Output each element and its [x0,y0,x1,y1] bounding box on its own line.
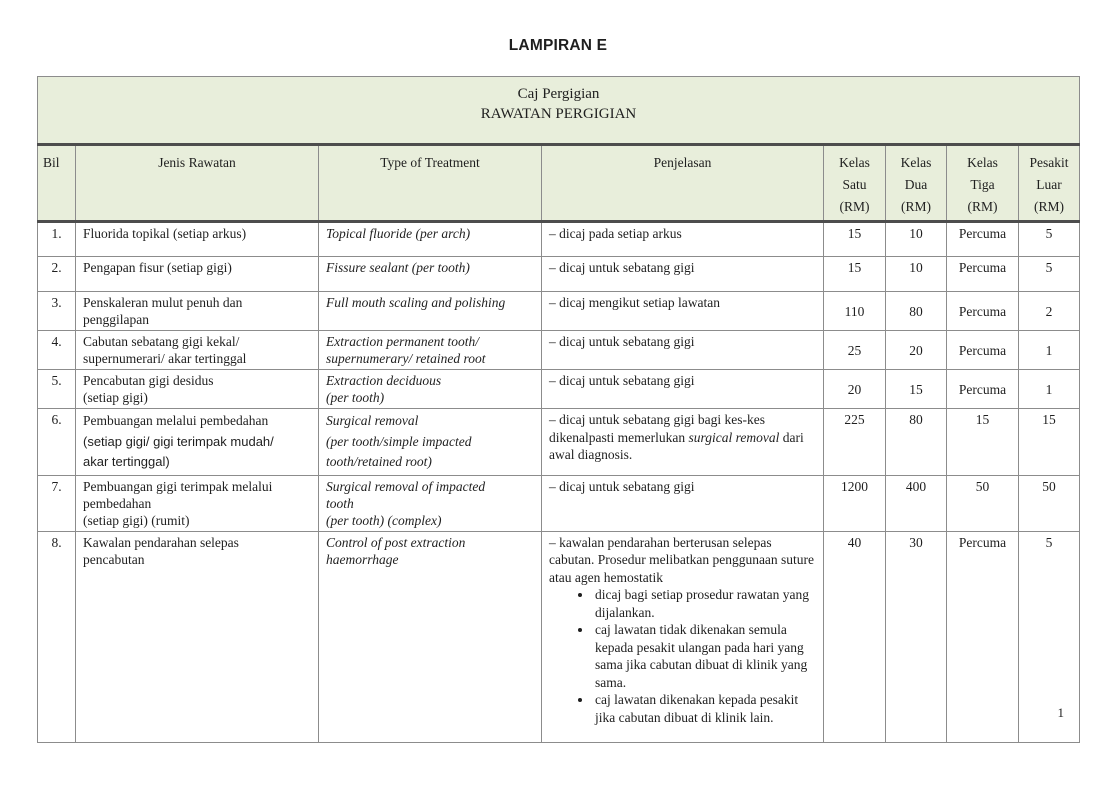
text-run: – dicaj untuk sebatang gigi [549,334,695,349]
column-header-label: (RM) [901,199,931,214]
fee-kelas-dua: 30 [886,531,947,742]
jenis-rawatan-cell [76,292,319,331]
page-title: LAMPIRAN E [508,37,608,54]
text-run: – dicaj mengikut setiap lawatan [549,295,720,310]
cell-text-line: Topical fluoride (per arch) [326,226,471,241]
row-number: 4. [38,331,76,370]
column-header-label: Luar [1036,177,1062,192]
fee-kelas-satu: 110 [824,292,886,331]
penjelasan-cell [542,409,824,476]
table-title-cell [38,77,1080,145]
type-of-treatment-cell [319,331,542,370]
cell-text-line: Surgical removal of impacted [326,478,486,494]
column-header-label: Kelas [967,155,998,170]
type-of-treatment-cell [319,222,542,257]
jenis-rawatan-cell [76,475,319,531]
fee-kelas-satu: 15 [824,222,886,257]
column-header-kelas-tiga [947,145,1019,222]
penjelasan-text [549,333,816,351]
row-number: 3. [38,292,76,331]
cell-text-line: pencabutan [83,551,145,567]
row-number: 5. [38,370,76,409]
treatment-row [38,222,1080,257]
column-header-label: Jenis Rawatan [158,155,236,170]
penjelasan-cell [542,370,824,409]
column-header-row [38,145,1080,222]
row-number: 6. [38,409,76,476]
cell-text-line: (setiap gigi) (rumit) [83,512,190,528]
fee-pesakit-luar: 1 [1019,370,1080,409]
cell-text-line: pembedahan [83,495,152,511]
cell-text-line: (setiap gigi/ gigi terimpak mudah/ [83,433,274,449]
cell-text-line: Surgical removal [326,413,419,428]
column-header-label: Dua [904,177,928,192]
fee-kelas-dua: 20 [886,331,947,370]
fee-pesakit-luar: 5 [1019,222,1080,257]
jenis-rawatan-cell [76,409,319,476]
treatment-row [38,531,1080,742]
cell-text-line: Pencabutan gigi desidus [83,373,214,388]
cell-text-line: Fluorida topikal (setiap arkus) [83,226,247,241]
cell-text-line: penggilapan [83,312,149,327]
type-of-treatment-cell [319,370,542,409]
fee-kelas-tiga: 15 [947,409,1019,476]
cell-text-line: Cabutan sebatang gigi kekal/ [83,334,240,349]
cell-text-line: tooth [326,495,354,511]
penjelasan-text [549,259,816,277]
dental-fees-table [37,76,1080,743]
column-header-label: Satu [842,177,867,192]
column-header-bil [38,145,76,222]
column-header-label: (RM) [1034,199,1064,214]
text-run: – dicaj untuk sebatang gigi [549,260,695,275]
column-header-jenis-rawatan [76,145,319,222]
penjelasan-cell [542,257,824,292]
cell-text-line: Pengapan fisur (setiap gigi) [83,260,232,275]
penjelasan-cell [542,222,824,257]
jenis-rawatan-cell [76,222,319,257]
fee-kelas-dua: 10 [886,222,947,257]
column-header-label: Pesakit [1029,155,1069,170]
fee-kelas-satu: 1200 [824,475,886,531]
fee-pesakit-luar: 5 [1019,531,1080,742]
fee-pesakit-luar: 2 [1019,292,1080,331]
row-number: 2. [38,257,76,292]
text-run: – kawalan pendarahan berterusan selepas cabutan. Prosedur melibatkan penggunaan suture atau agen hemostatik [549,534,815,585]
fee-pesakit-luar: 50 [1019,475,1080,531]
column-header-label: Kelas [900,155,932,170]
fee-pesakit-luar: 5 [1019,257,1080,292]
jenis-rawatan-cell [76,370,319,409]
penjelasan-text [549,372,816,390]
fee-kelas-satu: 40 [824,531,886,742]
column-header-penjelasan [542,145,824,222]
penjelasan-cell [542,292,824,331]
treatment-row [38,331,1080,370]
text-run: – dicaj untuk sebatang gigi bagi kes-kes dikenalpasti memerlukan [549,412,765,445]
treatment-row [38,409,1080,476]
table-title-line1: Caj Pergigian [517,86,600,102]
penjelasan-text [549,294,816,312]
penjelasan-cell [542,531,824,742]
cell-text-line: Pembuangan gigi terimpak melalui [83,478,273,494]
cell-text-line: (per tooth) (complex) [326,512,442,528]
table-title-row [38,77,1080,145]
column-header-label: Penjelasan [653,155,712,170]
fee-kelas-tiga: Percuma [947,331,1019,370]
column-header-label: Tiga [970,177,995,192]
text-run: – dicaj untuk sebatang gigi [549,478,695,494]
column-header-label: Bil [43,155,60,170]
row-number: 1. [38,222,76,257]
cell-text-line: (per tooth) [326,390,385,405]
fee-kelas-dua: 80 [886,292,947,331]
column-header-label: (RM) [839,199,870,214]
page-number: 1 [1057,705,1064,720]
cell-text-line: (per tooth/simple impacted [326,433,472,449]
type-of-treatment-cell [319,475,542,531]
text-run: – dicaj pada setiap arkus [549,226,682,241]
column-header-kelas-dua [886,145,947,222]
column-header-label: Kelas [839,155,870,170]
row-number: 8. [38,531,76,742]
fee-pesakit-luar: 15 [1019,409,1080,476]
cell-text-line: Fissure sealant (per tooth) [326,260,470,275]
cell-text-line: Penskaleran mulut penuh dan [83,295,243,310]
penjelasan-text [549,411,816,464]
penjelasan-cell [542,331,824,370]
fee-kelas-dua: 10 [886,257,947,292]
jenis-rawatan-cell [76,257,319,292]
column-header-label: (RM) [967,199,998,214]
cell-text-line: Pembuangan melalui pembedahan [83,413,269,428]
fee-kelas-tiga: Percuma [947,531,1019,742]
cell-text-line: Full mouth scaling and polishing [326,295,506,310]
column-header-type-of-treatment [319,145,542,222]
cell-text-line: Extraction permanent tooth/ [326,334,479,349]
cell-text-line: Extraction deciduous [326,373,442,388]
fee-pesakit-luar: 1 [1019,331,1080,370]
cell-text-line: (setiap gigi) [83,390,148,405]
fee-kelas-satu: 20 [824,370,886,409]
type-of-treatment-cell [319,531,542,742]
fee-kelas-satu: 15 [824,257,886,292]
cell-text-line: Control of post extraction [326,534,466,550]
cell-text-line: tooth/retained root) [326,454,432,469]
cell-text-line: Kawalan pendarahan selepas [83,534,239,550]
treatment-row [38,292,1080,331]
fee-kelas-dua: 400 [886,475,947,531]
text-run: dari awal diagnosis. [549,429,804,462]
penjelasan-bullet-list [549,586,816,726]
penjelasan-bullet-item: • dicaj bagi setiap prosedur rawatan yang dijalankan. [593,586,816,621]
treatment-row [38,257,1080,292]
fee-kelas-tiga: Percuma [947,257,1019,292]
table-title-line2: RAWATAN PERGIGIAN [480,106,637,122]
fee-kelas-tiga: Percuma [947,370,1019,409]
treatment-row [38,475,1080,531]
column-header-label: Type of Treatment [380,155,480,170]
penjelasan-text [549,534,816,587]
cell-text-line: supernumerari/ akar tertinggal [83,351,247,366]
penjelasan-cell [542,475,824,531]
fee-kelas-tiga: 50 [947,475,1019,531]
type-of-treatment-cell [319,292,542,331]
fee-kelas-dua: 15 [886,370,947,409]
jenis-rawatan-cell [76,331,319,370]
penjelasan-bullet-item: • caj lawatan tidak dikenakan semula kepada pesakit ulangan pada hari yang sama jika cabutan dibuat di klinik yang sama. [593,621,816,691]
column-header-kelas-satu [824,145,886,222]
text-run: – dicaj untuk sebatang gigi [549,373,695,388]
fee-kelas-dua: 80 [886,409,947,476]
jenis-rawatan-cell [76,531,319,742]
italic-text-run: surgical removal [688,429,780,445]
fee-kelas-tiga: Percuma [947,292,1019,331]
type-of-treatment-cell [319,257,542,292]
fee-kelas-satu: 25 [824,331,886,370]
cell-text-line: haemorrhage [326,551,399,567]
row-number: 7. [38,475,76,531]
fee-kelas-tiga: Percuma [947,222,1019,257]
column-header-pesakit-luar [1019,145,1080,222]
penjelasan-text [549,478,816,496]
fee-kelas-satu: 225 [824,409,886,476]
cell-text-line: supernumerary/ retained root [326,351,486,366]
penjelasan-text [549,225,816,243]
cell-text-line: akar tertinggal) [83,454,170,469]
type-of-treatment-cell [319,409,542,476]
penjelasan-bullet-item: • caj lawatan dikenakan kepada pesakit jika cabutan dibuat di klinik lain. [593,691,816,726]
treatment-row [38,370,1080,409]
